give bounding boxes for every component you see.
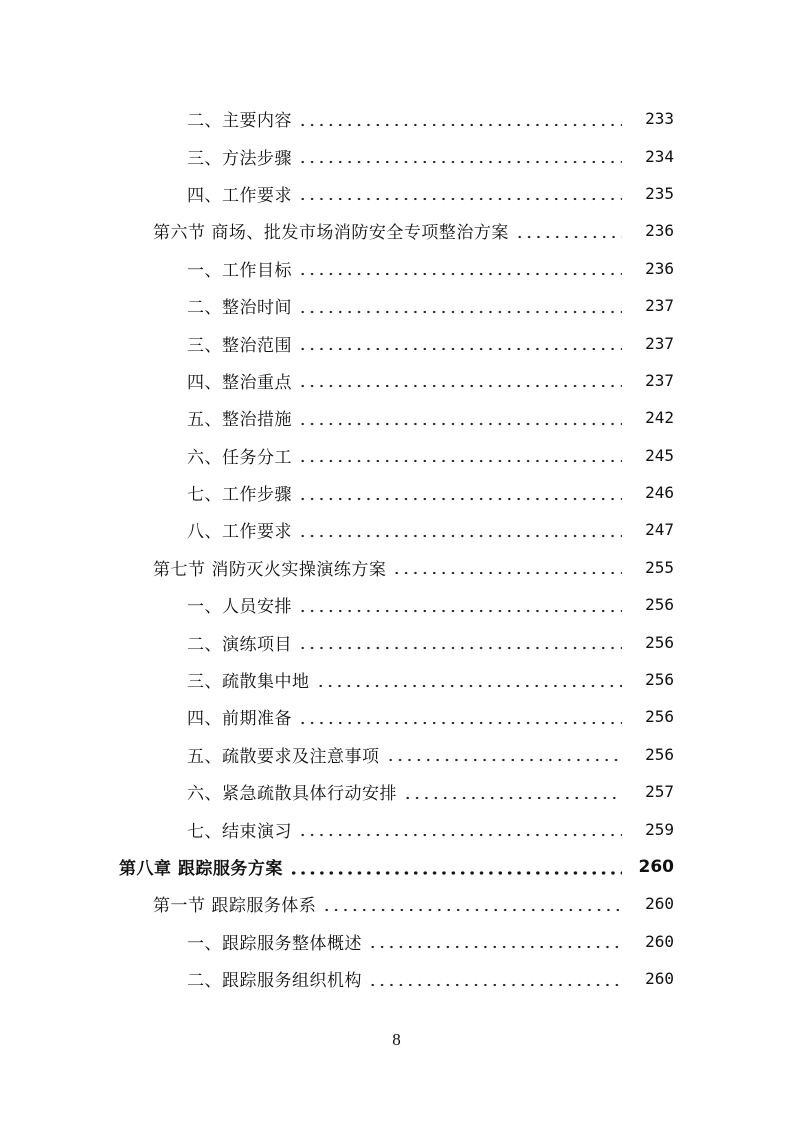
toc-entry-page: 233 — [645, 109, 674, 129]
toc-entry-page: 256 — [645, 595, 674, 615]
dot-leader — [298, 459, 622, 463]
dot-leader — [298, 160, 622, 164]
toc-entry-label: 二、跟踪服务组织机构 — [187, 971, 362, 992]
toc-chapter-entry[interactable] — [0, 848, 793, 885]
toc-section-entry[interactable] — [0, 212, 793, 249]
toc-subsection-entry[interactable] — [0, 511, 793, 548]
toc-entry-label: 二、整治时间 — [187, 298, 292, 319]
toc-entry-label: 第八章 跟踪服务方案 — [119, 859, 283, 879]
toc-entry-label: 三、疏散集中地 — [187, 672, 310, 693]
toc-entry-label: 七、结束演习 — [187, 821, 292, 842]
page-number: 8 — [392, 1030, 401, 1049]
toc-entry-label: 三、方法步骤 — [187, 148, 292, 169]
toc-entry-page: 247 — [645, 520, 674, 540]
toc-entry-label: 二、演练项目 — [187, 634, 292, 655]
toc-entry-label: 二、主要内容 — [187, 111, 292, 132]
dot-leader — [386, 758, 623, 762]
toc-entry-page: 245 — [645, 445, 674, 465]
toc-subsection-entry[interactable] — [0, 137, 793, 174]
toc-entry-label: 第六节 商场、批发市场消防安全专项整治方案 — [153, 223, 509, 244]
toc-entry-label: 四、前期准备 — [187, 709, 292, 730]
toc-subsection-entry[interactable] — [0, 923, 793, 960]
toc-entry-label: 一、工作目标 — [187, 260, 292, 281]
dot-leader — [298, 347, 622, 351]
dot-leader — [403, 796, 622, 800]
dot-leader — [515, 235, 622, 239]
toc-subsection-entry[interactable] — [0, 287, 793, 324]
toc-subsection-entry[interactable] — [0, 437, 793, 474]
toc-entry-page: 236 — [645, 258, 674, 278]
toc-entry-page: 237 — [645, 333, 674, 353]
toc-entry-page: 256 — [645, 707, 674, 727]
toc-entry-label: 四、整治重点 — [187, 372, 292, 393]
toc-subsection-entry[interactable] — [0, 623, 793, 660]
dot-leader — [289, 871, 622, 875]
table-of-contents — [0, 100, 793, 997]
toc-entry-page: 234 — [645, 146, 674, 166]
dot-leader — [298, 534, 622, 538]
dot-leader — [322, 908, 622, 912]
toc-entry-label: 八、工作要求 — [187, 522, 292, 543]
toc-subsection-entry[interactable] — [0, 736, 793, 773]
dot-leader — [298, 123, 622, 127]
toc-entry-page: 255 — [645, 557, 674, 577]
toc-subsection-entry[interactable] — [0, 773, 793, 810]
dot-leader — [298, 721, 622, 725]
dot-leader — [298, 833, 622, 837]
toc-entry-page: 256 — [645, 744, 674, 764]
toc-entry-page: 237 — [645, 296, 674, 316]
dot-leader — [368, 983, 622, 987]
dot-leader — [392, 571, 622, 575]
toc-entry-label: 六、紧急疏散具体行动安排 — [187, 784, 397, 805]
toc-entry-page: 235 — [645, 183, 674, 203]
toc-entry-page: 242 — [645, 408, 674, 428]
toc-entry-page: 260 — [638, 856, 674, 877]
dot-leader — [298, 384, 622, 388]
toc-entry-page: 246 — [645, 483, 674, 503]
toc-subsection-entry[interactable] — [0, 586, 793, 623]
toc-entry-page: 260 — [645, 894, 674, 914]
dot-leader — [298, 272, 622, 276]
dot-leader — [368, 945, 622, 949]
toc-subsection-entry[interactable] — [0, 250, 793, 287]
toc-section-entry[interactable] — [0, 885, 793, 922]
toc-subsection-entry[interactable] — [0, 362, 793, 399]
toc-subsection-entry[interactable] — [0, 960, 793, 997]
toc-entry-label: 五、整治措施 — [187, 410, 292, 431]
toc-entry-label: 七、工作步骤 — [187, 485, 292, 506]
toc-entry-label: 第一节 跟踪服务体系 — [153, 896, 317, 917]
toc-entry-page: 257 — [645, 782, 674, 802]
toc-entry-label: 三、整治范围 — [187, 335, 292, 356]
toc-entry-page: 237 — [645, 370, 674, 390]
toc-subsection-entry[interactable] — [0, 661, 793, 698]
dot-leader — [298, 497, 622, 501]
toc-entry-page: 260 — [645, 969, 674, 989]
toc-entry-page: 256 — [645, 632, 674, 652]
toc-entry-label: 一、人员安排 — [187, 597, 292, 618]
toc-subsection-entry[interactable] — [0, 399, 793, 436]
toc-subsection-entry[interactable] — [0, 100, 793, 137]
toc-entry-page: 260 — [645, 931, 674, 951]
toc-entry-label: 五、疏散要求及注意事项 — [187, 746, 380, 767]
dot-leader — [298, 646, 622, 650]
dot-leader — [316, 684, 623, 688]
dot-leader — [298, 422, 622, 426]
dot-leader — [298, 197, 622, 201]
toc-section-entry[interactable] — [0, 549, 793, 586]
toc-entry-page: 256 — [645, 670, 674, 690]
toc-entry-label: 一、跟踪服务整体概述 — [187, 933, 362, 954]
toc-subsection-entry[interactable] — [0, 810, 793, 847]
dot-leader — [298, 609, 622, 613]
toc-subsection-entry[interactable] — [0, 698, 793, 735]
dot-leader — [298, 310, 622, 314]
toc-subsection-entry[interactable] — [0, 474, 793, 511]
toc-entry-page: 259 — [645, 819, 674, 839]
toc-subsection-entry[interactable] — [0, 324, 793, 361]
toc-subsection-entry[interactable] — [0, 175, 793, 212]
toc-entry-label: 四、工作要求 — [187, 185, 292, 206]
toc-entry-label: 六、任务分工 — [187, 447, 292, 468]
toc-entry-label: 第七节 消防灭火实操演练方案 — [153, 559, 387, 580]
toc-entry-page: 236 — [645, 221, 674, 241]
